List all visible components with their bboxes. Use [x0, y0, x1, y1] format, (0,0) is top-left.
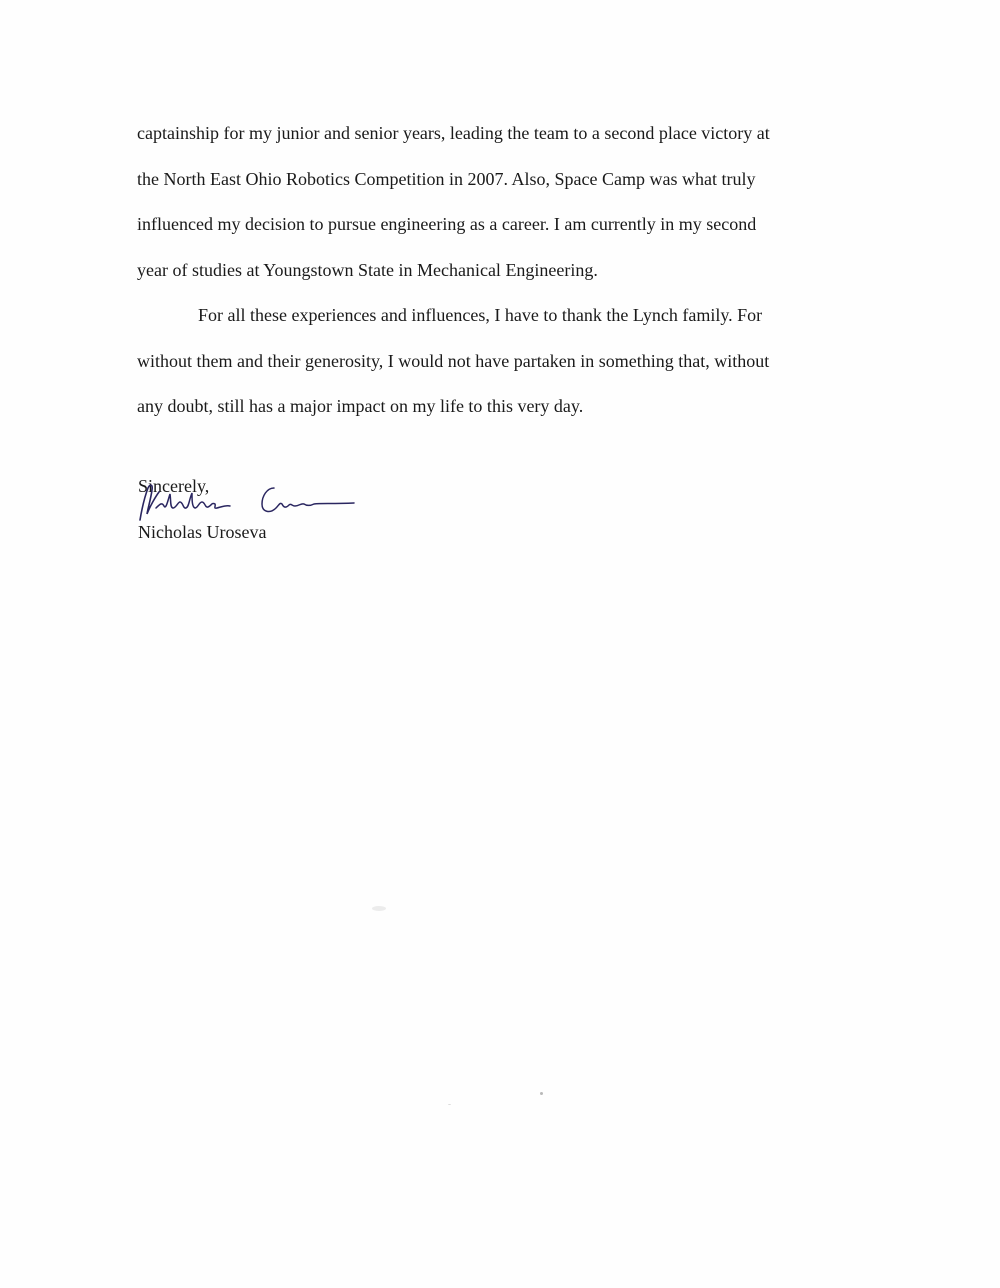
paragraph-1 [137, 111, 857, 293]
scan-speck [448, 1104, 451, 1105]
closing-salutation: Sincerely, [138, 476, 210, 496]
scan-speck [372, 906, 386, 911]
paragraph-1-line: influenced my decision to pursue engineering as a career. I am currently in my second [137, 214, 757, 234]
handwritten-signature [126, 478, 358, 526]
scan-speck [540, 1092, 543, 1095]
paragraph-2 [137, 293, 857, 430]
paragraph-1-line: year of studies at Youngstown State in Mechanical Engineering. [137, 259, 598, 280]
letter-body [137, 111, 857, 430]
paragraph-1-line: the North East Ohio Robotics Competition in 2007. Also, Space Camp was what truly [137, 168, 756, 189]
paragraph-2-line: For all these experiences and influences, I have to thank the Lynch family. For [198, 305, 763, 325]
paragraph-2-line: any doubt, still has a major impact on my life to this very day. [137, 396, 584, 416]
signer-name: Nicholas Uroseva [138, 522, 267, 542]
paragraph-1-line: captainship for my junior and senior years, leading the team to a second place victory at [137, 123, 770, 143]
paragraph-2-line: without them and their generosity, I would not have partaken in something that, without [137, 350, 770, 371]
